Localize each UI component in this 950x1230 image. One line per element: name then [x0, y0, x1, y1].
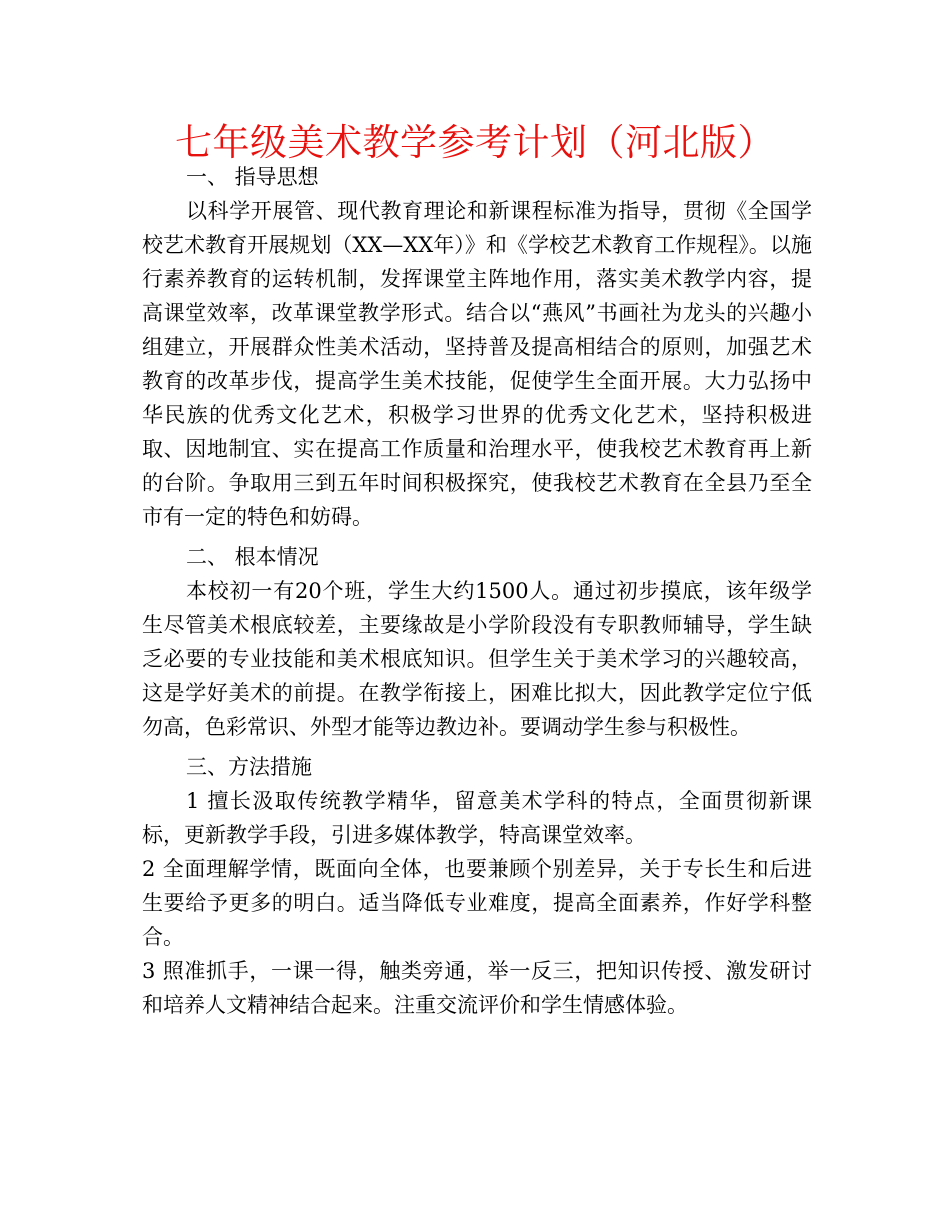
section-heading-basic-situation: 二、 根本情况 [186, 545, 319, 569]
list-item-method-1: 1 擅长汲取传统教学精华，留意美术学科的特点，全面贯彻新课标，更新教学手段，引进多媒体教学，特高课堂效率。 [142, 789, 812, 847]
paragraph-guiding-thought: 以科学开展管、现代教育理论和新课程标准为指导，贯彻《全国学校艺术教育开展规划（XX—XX年）》和《学校艺术教育工作规程》。以施行素养教育的运转机制，发挥课堂主阵地作用，落实美术教学内容，提高课堂效率，改革课堂教学形式。结合以“燕风”书画社为龙头的兴趣小组建立，开展群众性美术活动，坚持普及提高相结合的原则，加强艺术教育的改革步伐，提高学生美术技能，促使学生全面开展。大力弘扬中华民族的优秀文化艺术，积极学习世界的优秀文化艺术，坚持积极进取、因地制宜、实在提高工作质量和治理水平，使我校艺术教育再上新的台阶。争取用三到五年时间积极探究，使我校艺术教育在全县乃至全市有一定的特色和妨碍。 [142, 199, 812, 529]
section-heading-methods: 三、方法措施 [186, 755, 312, 779]
section-heading-guiding-thought: 一、 指导思想 [186, 165, 319, 189]
list-item-method-3: 3 照准抓手，一课一得，触类旁通，举一反三，把知识传授、激发研讨和培养人文精神结合起来。注重交流评价和学生情感体验。 [142, 959, 812, 1017]
paragraph-basic-situation: 本校初一有20个班，学生大约1500人。通过初步摸底，该年级学生尽管美术根底较差，主要缘故是小学阶段没有专职教师辅导，学生缺乏必要的专业技能和美术根底知识。但学生关于美术学习的兴趣较高，这是学好美术的前提。在教学衔接上，困难比拟大，因此教学定位宁低勿高，色彩常识、外型才能等边教边补。要调动学生参与积极性。 [142, 579, 812, 739]
list-item-method-2: 2 全面理解学情，既面向全体，也要兼顾个别差异，关于专长生和后进生要给予更多的明白。适当降低专业难度，提高全面素养，作好学科整合。 [142, 857, 812, 949]
document-title: 七年级美术教学参考计划（河北版） [175, 121, 775, 164]
document-body [142, 160, 812, 1022]
